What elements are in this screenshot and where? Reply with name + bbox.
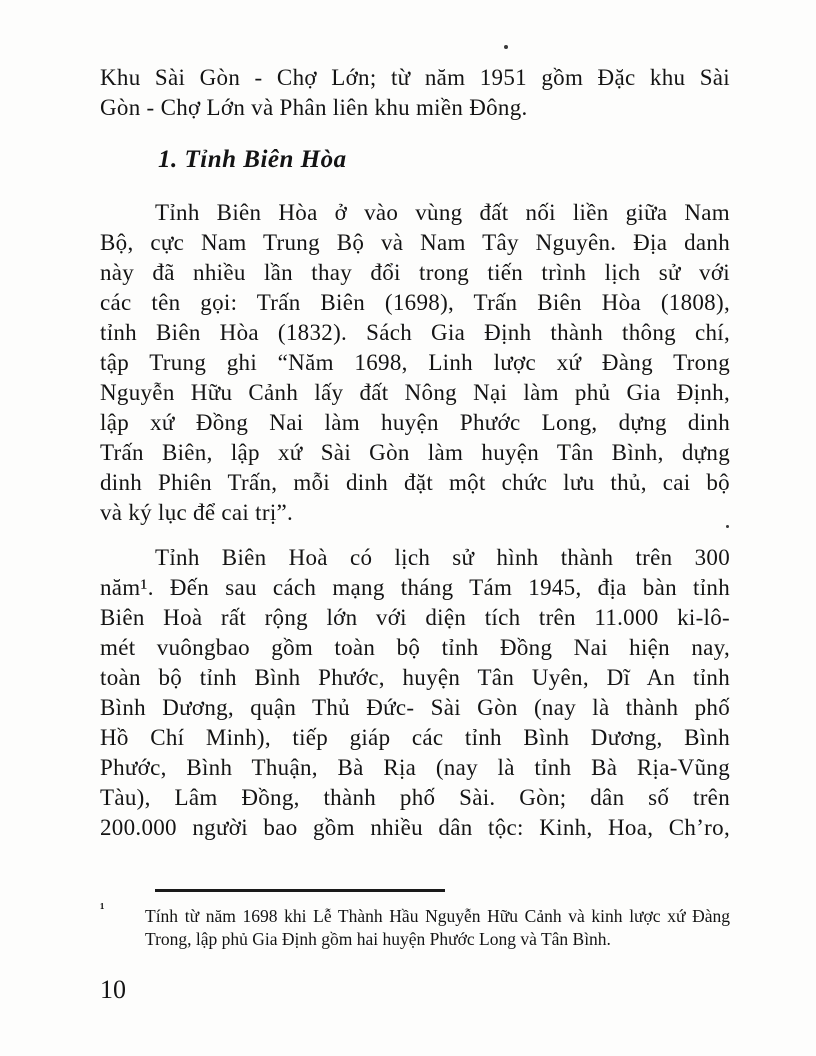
text-line: 200.000 người bao gồm nhiều dân tộc: Kinh, Hoa, Ch’ro, [100,815,730,840]
text-line: các tên gọi: Trấn Biên (1698), Trấn Biên Hòa (1808), [100,290,730,315]
text-line: Khu Sài Gòn - Chợ Lớn; từ năm 1951 gồm Đặc khu Sài [100,65,730,90]
text-line: và ký lục để cai trị”. [100,500,294,525]
text-line: Bộ, cực Nam Trung Bộ và Nam Tây Nguyên. Địa danh [100,230,730,255]
text-line: tỉnh Biên Hòa (1832). Sách Gia Định thành thông chí, [100,320,730,345]
text-line: Gòn - Chợ Lớn và Phân liên khu miền Đông. [100,95,528,120]
text-line: tập Trung ghi “Năm 1698, Linh lược xứ Đàng Trong [100,350,730,375]
body-paragraph-1 [100,198,730,528]
text-line: năm¹. Đến sau cách mạng tháng Tám 1945, địa bàn tỉnh [100,575,730,600]
footnote-line: Trong, lập phủ Gia Định gồm hai huyện Phước Long và Tân Bình. [145,929,611,949]
text-line: Nguyễn Hữu Cảnh lấy đất Nông Nại làm phủ Gia Định, [100,380,730,405]
text-line: Tàu), Lâm Đồng, thành phố Sài. Gòn; dân số trên [100,785,730,810]
section-heading: 1. Tỉnh Biên Hòa [158,146,347,173]
text-line: dinh Phiên Trấn, mỗi dinh đặt một chức lưu thủ, cai bộ [100,470,730,495]
text-line: Tỉnh Biên Hoà có lịch sử hình thành trên 300 [155,545,730,570]
text-block [100,0,730,1005]
text-line: Bình Dương, quận Thủ Đức- Sài Gòn (nay là thành phố [100,695,730,720]
text-line: Hồ Chí Minh), tiếp giáp các tỉnh Bình Dương, Bình [100,725,730,750]
text-line: Biên Hoà rất rộng lớn với diện tích trên 11.000 ki-lô- [100,605,730,630]
intro-paragraph [100,63,730,123]
text-line: Tỉnh Biên Hòa ở vào vùng đất nối liền giữa Nam [155,200,730,225]
text-line: này đã nhiều lần thay đổi trong tiến trình lịch sử với [100,260,730,285]
footnote-divider [155,889,445,892]
text-line: Trấn Biên, lập xứ Sài Gòn làm huyện Tân Bình, dựng [100,440,730,465]
text-line: mét vuôngbao gồm toàn bộ tỉnh Đồng Nai hiện nay, [100,635,730,660]
page-number: 10 [100,975,126,1004]
text-line: toàn bộ tỉnh Bình Phước, huyện Tân Uyên, Dĩ An tỉnh [100,665,730,690]
body-paragraph-2 [100,543,730,843]
footnote-line: Tính từ năm 1698 khi Lễ Thành Hầu Nguyễn Hữu Cảnh và kinh lược xứ Đàng [145,906,730,926]
footnote-marker: ¹ [100,901,105,917]
text-line: Phước, Bình Thuận, Bà Rịa (nay là tỉnh Bà Rịa-Vũng [100,755,730,780]
footnote [100,901,730,951]
text-line: lập xứ Đồng Nai làm huyện Phước Long, dựng dinh [100,410,730,435]
